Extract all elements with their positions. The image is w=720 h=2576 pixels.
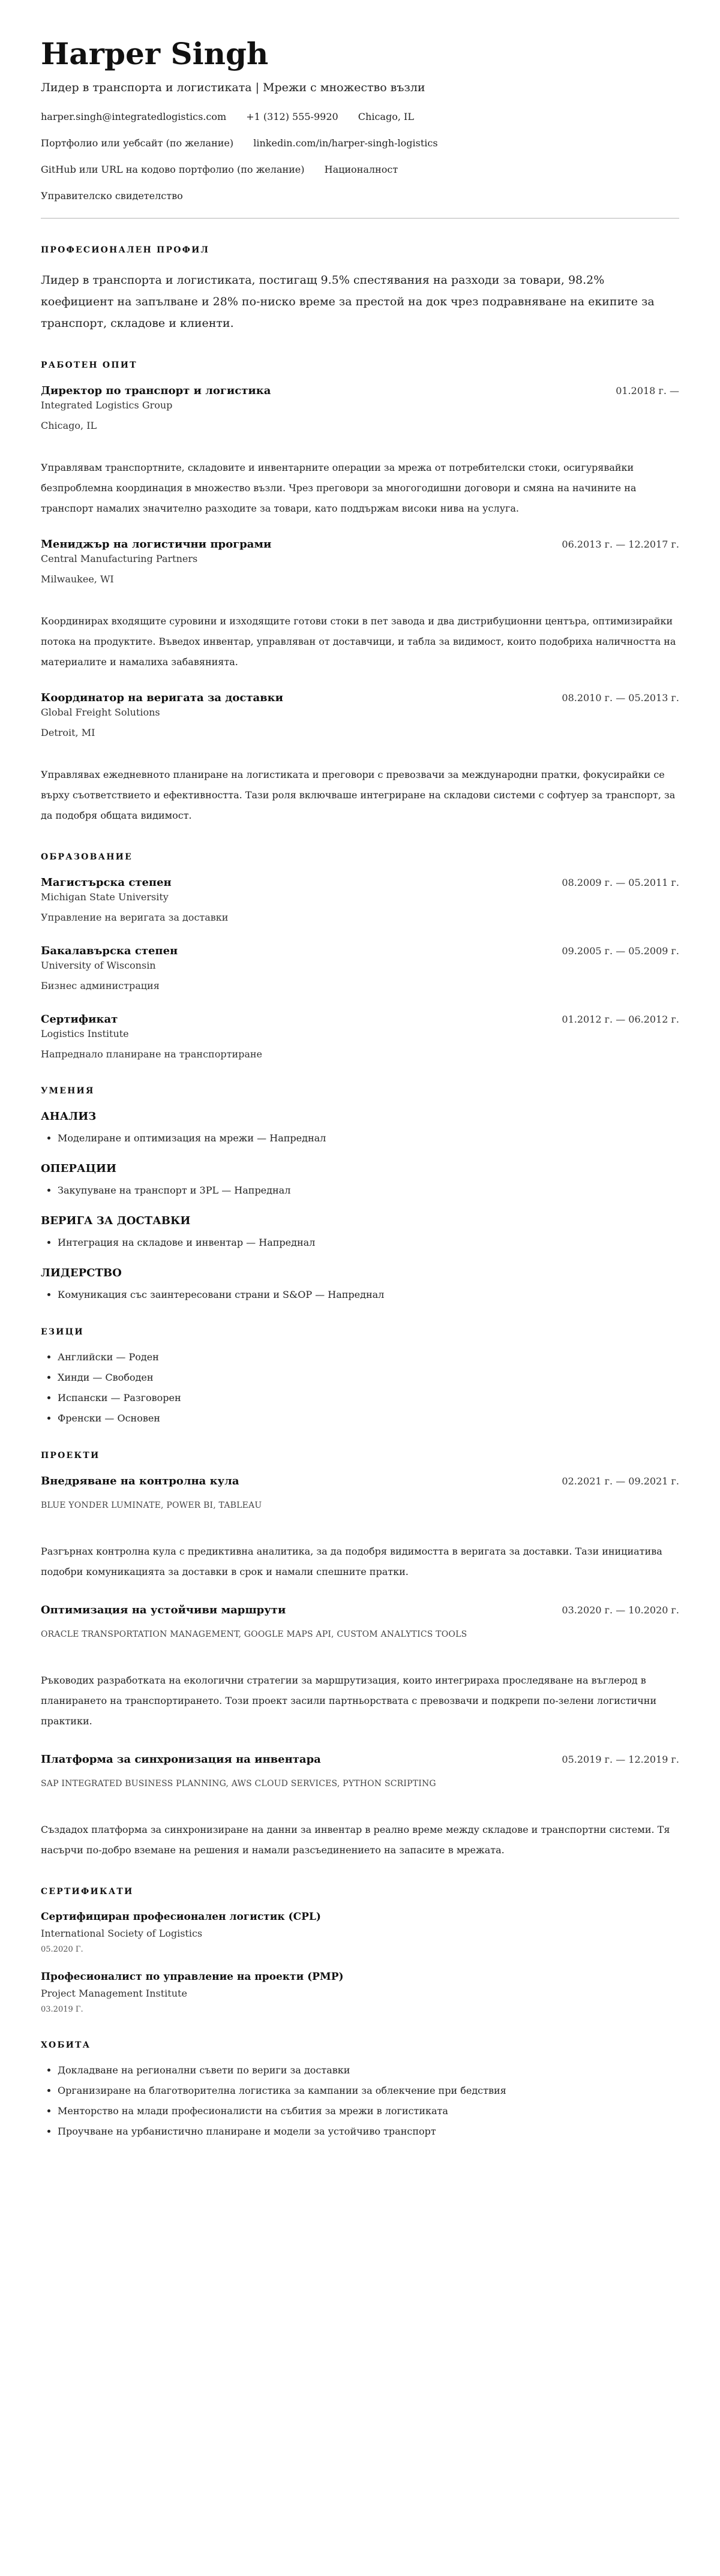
job-title: Мениджър на логистични програми [41,538,272,551]
candidate-name: Harper Singh [41,36,269,71]
headline: Лидер в транспорта и логистиката | Мрежи с множество възли [41,81,425,94]
field-of-study: Напреднало планиране на транспортиране [41,1048,263,1060]
certification-entry [41,1911,679,1954]
education-entry [41,1013,679,1060]
project-title: Оптимизация на устойчиви маршрути [41,1604,286,1616]
field-of-study: Управление на веригата за доставки [41,912,229,923]
section-title: СЕРТИФИКАТИ [41,1887,134,1896]
portfolio-link[interactable]: Портфолио или уебсайт (по желание) [41,137,234,149]
degree: Сертификат [41,1013,118,1026]
project-title: Платформа за синхронизация на инвентара [41,1753,321,1766]
driving-license: Управителско свидетелство [41,190,183,202]
projects-section [41,1451,679,1860]
language-item: • Английски — Роден [58,1351,679,1363]
skill-item: • Комуникация със заинтересовани страни и S&OP — Напреднал [58,1289,679,1301]
job-description: Координирах входящите суровини и изходящите готови стоки в пет завода и два дистрибуционни центъра, оптимизирайки потока на продуктите. Въведох инвентар, управляван от доставчици, и табла за видимост, които подобриха наличността на материалите и намалиха забавянията. [41,615,676,668]
phone: +1 (312) 555-9920 [246,111,338,122]
section-title: ХОБИТА [41,2040,91,2050]
contact-row [41,111,679,123]
hobby-item: • Докладване на регионални съвети по вериги за доставки [58,2064,679,2076]
language-item: • Испански — Разговорен [58,1392,679,1404]
education-dates: 09.2005 г. — 05.2009 г. [562,945,679,957]
github-link[interactable]: GitHub или URL на кодово портфолио (по желание) [41,164,305,175]
section-title: ПРОФЕСИОНАЛЕН ПРОФИЛ [41,245,210,255]
job-title: Координатор на веригата за доставки [41,692,283,704]
company: Integrated Logistics Group [41,399,173,411]
contact-row [41,164,679,176]
job-description: Управлявам транспортните, складовите и инвентарните операции за мрежа от потребителски стоки, осигурявайки безпроблемна координация в множество възли. Чрез преговори за многогодишни договори и смяна на начините на транспорт намалих значително разходите за товари, като поддържам високи нива на услуга. [41,462,637,514]
project-entry [41,1753,679,1860]
job-location: Milwaukee, WI [41,573,114,585]
company: Central Manufacturing Partners [41,553,198,564]
hobby-item: • Проучване на урбанистично планиране и модели за устойчиво транспорт [58,2126,679,2138]
job-location: Chicago, IL [41,420,97,431]
language-item: • Хинди — Свободен [58,1372,679,1384]
project-description: Разгърнах контролна кула с предиктивна аналитика, за да подобря видимостта в веригата за доставки. Тази инициатива подобри комуникацията за доставки в срок и намали спешните пратки. [41,1546,662,1577]
project-tech: SAP INTEGRATED BUSINESS PLANNING, AWS CLOUD SERVICES, PYTHON SCRIPTING [41,1779,436,1789]
experience-section [41,360,679,826]
job-entry [41,538,679,672]
job-dates: 08.2010 г. — 05.2013 г. [562,692,679,704]
nationality: Националност [324,164,398,175]
certification-date: 05.2020 Г. [41,1945,83,1954]
job-description: Управлявах ежедневното планиране на логистиката и преговори с превозвачи за международни пратки, фокусирайки се върху съответствието и ефективността. Тази роля включваше интегриране на складови системи с софтуер за транспорт, за да подобря общата видимост. [41,769,676,821]
job-dates: 06.2013 г. — 12.2017 г. [562,539,679,550]
project-description: Създадох платформа за синхронизиране на данни за инвентар в реално време между складове и транспортни системи. Тя насърчи по-добро вземане на решения и намали разсъединението на запасите в мрежата. [41,1824,670,1856]
degree: Бакалавърска степен [41,945,178,957]
hobby-item: • Менторство на млади професионалисти на събития за мрежи в логистиката [58,2105,679,2117]
field-of-study: Бизнес администрация [41,980,160,991]
skill-list [41,1237,679,1249]
skill-item: • Моделиране и оптимизация на мрежи — Напреднал [58,1132,679,1144]
skill-list [41,1289,679,1301]
project-dates: 03.2020 г. — 10.2020 г. [562,1604,679,1616]
location: Chicago, IL [358,111,414,122]
linkedin-link[interactable]: linkedin.com/in/harper-singh-logistics [253,137,438,149]
project-description: Ръководих разработката на екологични стратегии за маршрутизация, които интегрираха проследяване на въглерод в планирането на транспортирането. Този проект засили партньорствата с превозвачи и подкрепи по-зелени логистични практики. [41,1675,657,1727]
language-item: • Френски — Основен [58,1412,679,1424]
education-entry [41,876,679,923]
certification-name: Сертифициран професионален логистик (CPL) [41,1911,321,1923]
language-list [41,1351,679,1424]
job-entry [41,384,679,519]
section-title: ЕЗИЦИ [41,1327,84,1337]
job-location: Detroit, MI [41,727,95,738]
project-dates: 02.2021 г. — 09.2021 г. [562,1475,679,1487]
contact-row [41,137,679,149]
degree: Магистърска степен [41,876,172,889]
project-tech: BLUE YONDER LUMINATE, POWER BI, TABLEAU [41,1501,262,1510]
skill-list [41,1132,679,1144]
skill-list [41,1185,679,1197]
education-dates: 08.2009 г. — 05.2011 г. [562,877,679,888]
school: Michigan State University [41,891,169,903]
skill-item: • Интеграция на складове и инвентар — Напреднал [58,1237,679,1249]
section-title: РАБОТЕН ОПИТ [41,360,137,370]
skill-item: • Закупуване на транспорт и 3PL — Напреднал [58,1185,679,1197]
skill-category: ЛИДЕРСТВО [41,1267,122,1279]
skills-section [41,1086,679,1301]
section-title: ПРОЕКТИ [41,1451,100,1460]
job-title: Директор по транспорт и логистика [41,384,271,397]
hobby-item: • Организиране на благотворителна логистика за кампании за облекчение при бедствия [58,2085,679,2097]
section-title: УМЕНИЯ [41,1086,95,1096]
education-dates: 01.2012 г. — 06.2012 г. [562,1014,679,1025]
project-dates: 05.2019 г. — 12.2019 г. [562,1754,679,1765]
job-dates: 01.2018 г. — [616,385,679,396]
job-entry [41,692,679,826]
hobbies-section [41,2040,679,2138]
project-title: Внедряване на контролна кула [41,1475,239,1487]
email[interactable]: harper.singh@integratedlogistics.com [41,111,227,122]
section-title: ОБРАЗОВАНИЕ [41,852,133,862]
company: Global Freight Solutions [41,707,160,718]
skill-category: ВЕРИГА ЗА ДОСТАВКИ [41,1215,191,1227]
project-entry [41,1475,679,1582]
resume-header [41,37,679,202]
contact-row [41,190,679,202]
school: Logistics Institute [41,1028,129,1039]
project-tech: ORACLE TRANSPORTATION MANAGEMENT, GOOGLE MAPS API, CUSTOM ANALYTICS TOOLS [41,1630,467,1639]
certification-issuer: International Society of Logistics [41,1928,203,1939]
education-entry [41,945,679,991]
project-entry [41,1604,679,1732]
skill-category: АНАЛИЗ [41,1110,97,1123]
certification-issuer: Project Management Institute [41,1988,187,1999]
education-section [41,852,679,1060]
profile-summary: Лидер в транспорта и логистиката, постигащ 9.5% спестявания на разходи за товари, 98.2% коефициент на запълване и 28% по-ниско време за престой на док чрез подравняване на екипите за транспорт, складове и клиенти. [41,273,655,330]
languages-section [41,1327,679,1424]
hobby-list [41,2064,679,2138]
school: University of Wisconsin [41,960,156,971]
skill-category: ОПЕРАЦИИ [41,1162,116,1175]
certification-name: Професионалист по управление на проекти (PMP) [41,1971,344,1983]
profile-section [41,245,679,334]
header-divider [41,218,679,219]
certification-entry [41,1971,679,2014]
certification-date: 03.2019 Г. [41,2005,83,2014]
certifications-section [41,1887,679,2014]
